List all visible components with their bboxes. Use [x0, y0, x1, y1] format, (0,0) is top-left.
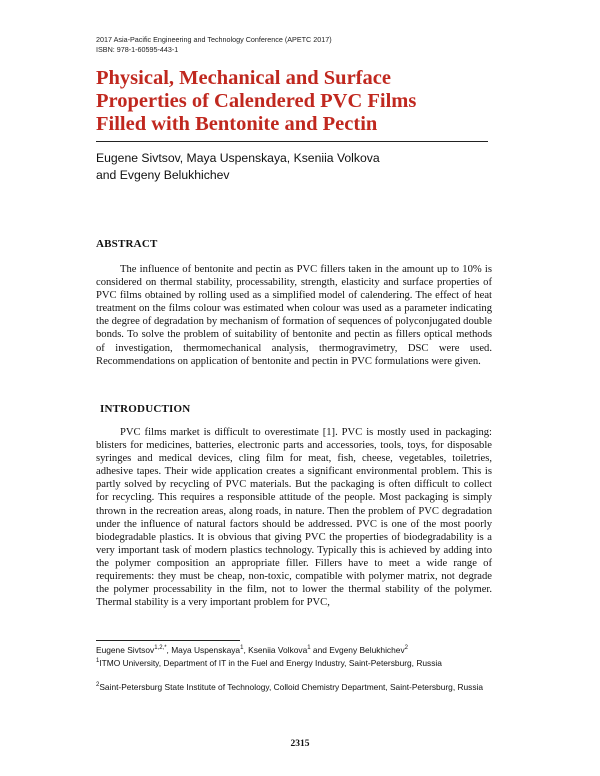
footnote-affiliation-1 [96, 658, 492, 669]
footnote-author-2: , Maya Uspenskaya [166, 645, 241, 655]
authors-line-1: Eugene Sivtsov, Maya Uspenskaya, Kseniia Volkova [96, 151, 380, 165]
footnote-divider [96, 640, 240, 641]
affiliation-1-sup: 1 [96, 658, 100, 665]
abstract-heading: ABSTRACT [96, 238, 158, 250]
isbn: ISBN: 978-1-60595-443-1 [96, 45, 179, 54]
footnote-author-3-sup: 1 [307, 645, 311, 652]
conference-name: 2017 Asia-Pacific Engineering and Technology Conference (APETC 2017) [96, 35, 332, 44]
footnote-author-2-sup: 1 [240, 645, 244, 652]
introduction-heading: INTRODUCTION [100, 403, 191, 415]
footnote-authors [96, 645, 492, 656]
affiliation-2-sup: 2 [96, 682, 100, 689]
paper-title [96, 67, 496, 136]
footnote-author-3: , Kseniia Volkova [243, 645, 308, 655]
title-line-1: Physical, Mechanical and Surface [96, 67, 391, 89]
abstract-text: The influence of bentonite and pectin as PVC fillers taken in the amount up to 10% is considered on thermal stability, processability, strength, elasticity and surface properties of PVC films obtained by rolling used as a simplified model of calendering. The effect of heat treatment on the films colour was estimated when colour was used as a parameter indicating the degree of degradation by mechanism of formation of sequences of polyconjugated double bonds. To solve the problem of suitability of bentonite and pectin as fillers optical methods of investigation, thermomechanical analysis, thermogravimetry, DSC were used. Recommendations on application of bentonite and pectin in PVC formulations were given. [96, 264, 492, 367]
footnote-author-4: and Evgeny Belukhichev [310, 645, 405, 655]
title-line-3: Filled with Bentonite and Pectin [96, 113, 378, 135]
title-line-2: Properties of Calendered PVC Films [96, 90, 417, 112]
footnote-affiliation-2 [96, 682, 492, 693]
footnote-author-1-sup: 1,2,* [154, 645, 167, 652]
title-divider [96, 141, 488, 142]
footnote-author-1: Eugene Sivtsov [96, 645, 155, 655]
page-number: 2315 [290, 739, 310, 749]
affiliation-1-text: ITMO University, Department of IT in the Fuel and Energy Industry, Saint-Petersburg, Russia [99, 658, 442, 668]
conference-header [96, 35, 332, 55]
authors-line-2: and Evgeny Belukhichev [96, 168, 230, 182]
affiliation-2-text: Saint-Petersburg State Institute of Technology, Colloid Chemistry Department, Saint-Petersburg, Russia [99, 682, 484, 692]
introduction-text: PVC films market is difficult to overestimate [1]. PVC is mostly used in packaging: blisters for medicines, batteries, electronic parts and accessories, tools, toys, for disposable syringes and medical devices, cling film for meat, fish, cheese, vegetables, toiletries, adhesive tapes. Their wide application creates a significant environmental problem. This is partly solved by recycling of PVC materials. But the packaging is often difficult to collect for recycling. This requires a responsible attitude of the people. Most packaging is simply thrown in the recreation areas, along roads, in nature. Then the problem of PVC degradation under the influence of natural factors should be addressed. PVC is one of the most poorly biodegradable plastics. It is obvious that giving PVC the properties of biodegradability is a very important task of modern plastics technology. Typically this is achieved by adding into the polymer composition an appropriate filler. Fillers have to meet a wide range of requirements: they must be cheap, non-toxic, compatible with polymer matrix, not degrade the polymer processability in the film, not to lower the thermal stability of the polymer. Thermal stability is a very important problem for PVC, [96, 427, 492, 609]
author-list [96, 150, 496, 184]
footnote-author-4-sup: 2 [404, 645, 408, 652]
